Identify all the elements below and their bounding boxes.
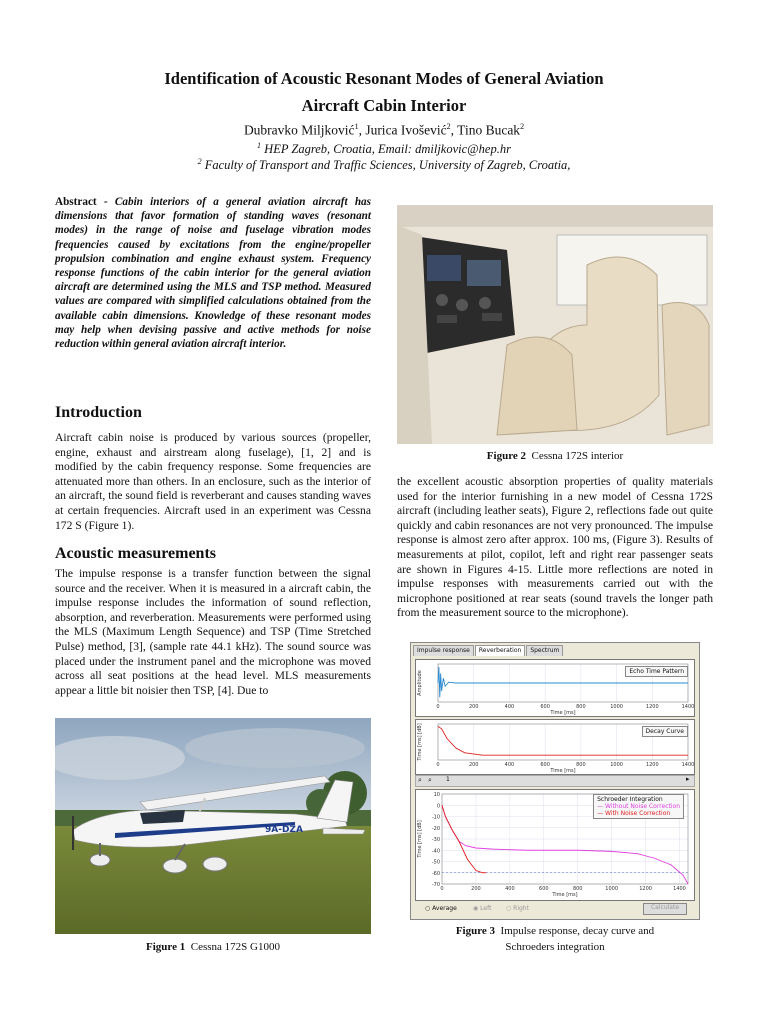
page-number[interactable]: 1 [446,776,450,783]
echo-time-title: Echo Time Pattern [625,666,688,677]
x-tick-label: 800 [576,704,586,710]
data-point [611,851,612,852]
data-point [654,858,655,859]
data-point [671,865,672,866]
acoustic-text: The impulse response is a transfer function between the signal source and the receiver. When it is measured in a aircraft cabin, the impulse response includes the information of sound reflection, absorption, and reverberation. Measurements were performed using the MLS (Maximum Length Sequence) and TSP (Time Stretched Pulse) method, [3], (sample rate 44.1 kHz). The sound source was placed under the instrument panel and the microphone was moved across all seat positions at the head level. MLS measurements appear a little bit noisier then TSP, [4]. Due to [55,567,371,697]
tab-impulse-response[interactable]: Impulse response [413,645,474,656]
y-axis-label: Amplitude [417,670,423,696]
data-point [456,683,457,684]
abstract-text: Cabin interiors of a general aviation aircraft has dimensions that favor formation of standing waves (resonant modes) in the range of noise and fuselage vibration modes frequencies caused by excitations from the engine/propeller propulsion combination and engine exhaust system. Frequency response functions of the cabin interior for the general aviation aircraft are determined using the MLS and TSP method. Measured values are compared with simplified calculations obtained from the available cabin dimensions. Knowledge of these resonant modes may help when devising passive and active methods for noise reduction within general aviation aircraft interior. [55,196,371,351]
aff-text: HEP Zagreb, Croatia, Email: dmiljkovic@hep.hr [264,142,511,157]
radio-label: Right [513,905,529,912]
data-point [442,805,443,806]
x-tick-label: 200 [468,704,479,710]
legend-item-without: — Without Noise Correction [597,803,680,810]
figure-1-photo [55,718,371,934]
data-point [482,872,483,873]
caption-text: Cessna 172S interior [531,450,624,462]
aircraft-illustration [55,718,371,934]
data-point [476,848,477,849]
figure-3-software-window [410,642,700,920]
legend-title: Schroeder Integration [597,796,663,803]
author-list [0,122,768,139]
echo-time-panel [415,659,695,717]
author-sep: , [358,122,366,138]
caption-label: Figure 3 [455,925,496,937]
data-point [476,870,477,871]
caption-text: Impulse response, decay curve and [500,925,655,937]
data-point [683,875,684,876]
y-tick-label: 0 [436,803,440,810]
tab-spectrum[interactable]: Spectrum [526,645,563,656]
radio-right[interactable]: ○ Right [506,905,529,912]
y-tick-label: -20 [431,825,440,832]
figure-2-caption [397,450,713,462]
author-sup: 2 [446,122,451,131]
data-point [527,850,528,851]
y-tick-label: -40 [431,848,440,855]
data-point [448,682,449,683]
y-axis-label: Time [ms] [dB] [417,723,423,761]
legend-label: With Noise Correction [605,810,671,817]
x-tick-label: 1400 [681,762,694,768]
caption-label: Figure 2 [486,450,527,462]
data-point [439,667,440,668]
x-tick-label: 1200 [639,886,652,892]
data-point [440,673,441,674]
abstract-label: Abstract - [55,196,115,208]
x-tick-label: 0 [436,762,440,768]
data-point [445,816,446,817]
data-point [452,830,453,831]
x-tick-label: 1200 [645,704,659,710]
aff-sup: 2 [197,157,202,166]
x-tick-label: 400 [505,886,515,892]
figure-1-caption [55,941,371,953]
decay-curve-panel [415,719,695,775]
author-name: Tino Bucak [457,122,521,138]
data-point [688,755,689,756]
y-axis-label: Time [ms] [dB] [417,820,423,858]
legend-label: Without Noise Correction [605,803,680,810]
abstract [55,195,371,351]
data-point [441,729,442,730]
zoom-out-icon[interactable]: ⌕ [428,776,432,784]
data-point [447,738,448,739]
data-point [467,859,468,860]
data-point [464,753,465,754]
x-tick-label: 1000 [610,704,623,710]
x-tick-label: 1400 [673,886,686,892]
aff-sup: 1 [257,141,262,150]
schroeder-panel [415,789,695,901]
x-tick-label: 1400 [681,704,694,710]
x-tick-label: 0 [440,886,444,892]
y-tick-label: -70 [431,882,440,888]
radio-label: Left [480,905,492,912]
caption-text: Cessna 172S G1000 [190,941,280,953]
author-sep: , [450,122,458,138]
y-tick-label: 10 [433,792,440,798]
paper-title-line1: Identification of Acoustic Resonant Modes of General Aviation [164,69,604,88]
author-name: Jurica Ivošević [365,122,447,138]
decay-curve-title: Decay Curve [642,726,688,737]
data-point [577,850,578,851]
data-point [482,755,483,756]
calculate-button[interactable]: Calculate [643,903,687,915]
author-sup: 2 [520,122,525,131]
intro-text: Aircraft cabin noise is produced by various sources (propeller, engine, exhaust and airstream along fuselage), [1, 2] and is modified by the cabin frequency response. Some frequencies are attenuated more than others. In an enclosure, such as the interior of an aircraft, the sound field is reverberant and causes standing waves at certain frequencies. Aircraft used in an experiment was Cessna 172 S (Figure 1). [55,431,371,532]
x-tick-label: 600 [540,704,550,710]
x-tick-label: 400 [504,762,515,768]
author-sup: 1 [354,122,359,131]
x-tick-label: 600 [540,762,550,768]
y-tick-label: -50 [431,859,440,866]
radio-average[interactable]: ○ Average [425,905,457,912]
tab-bar [413,645,564,656]
x-tick-label: 0 [436,704,440,710]
acoustic-heading: Acoustic measurements [55,545,217,562]
data-point [438,683,439,684]
data-point [688,884,689,885]
data-point [688,683,689,684]
x-tick-label: 1200 [645,762,659,768]
x-axis-label: Time [ms] [550,768,576,774]
data-point [456,748,457,749]
y-tick-label: -60 [431,870,440,877]
zoom-icon[interactable]: ⌕ [418,776,422,784]
scroll-right-icon[interactable]: ▸ [686,775,690,783]
y-tick-label: -10 [431,814,440,821]
affiliation-1 [0,141,768,157]
author-name: Dubravko Miljković [243,122,355,138]
data-point [441,691,442,692]
schroeder-legend [593,794,684,819]
affiliation-2 [0,157,768,173]
figure-3-caption-line2: Schroeders integration [505,941,605,953]
x-tick-label: 800 [576,762,586,768]
legend-item-with: — With Noise Correction [597,810,671,817]
plot-toolbar [415,775,695,787]
aff-text: Faculty of Transport and Traffic Sciences, University of Zagreb, Croatia, [204,158,571,173]
x-tick-label: 600 [539,886,549,892]
x-tick-label: 1000 [610,762,623,768]
radio-label: Average [432,905,457,912]
x-axis-label: Time [ms] [552,892,578,898]
caption-label: Figure 1 [146,941,186,953]
data-point [445,686,446,687]
data-point [637,853,638,854]
y-tick-label: -30 [431,837,440,843]
radio-left[interactable]: ◉ Left [473,905,492,912]
cabin-illustration [397,205,713,444]
intro-heading: Introduction [55,404,142,421]
x-tick-label: 1000 [605,886,619,892]
x-axis-label: Time [ms] [550,710,576,716]
data-point [459,841,460,842]
paper-title-line2: Aircraft Cabin Interior [301,96,467,115]
data-point [493,849,494,850]
registration-mark: 9A-DZA [265,825,303,835]
x-tick-label: 800 [572,886,583,892]
tab-reverberation[interactable]: Reverberation [475,645,525,656]
right-column-text: the excellent acoustic absorption properties of quality materials used for the interior furnishing in a new model of Cessna 172S aircraft (including leather seats), Figure 2, reflections fade out quite quickly and cabin resonances are not very pronounced. The impulse response is almost zero after approx. 100 ms, (Figure 3). Results of measurements at pilot, copilot, left and right rear passenger seats are shown in Figures 4-15. Little more reflections are noted in impulse responses with measurements carried out with the microphone positioned at rear seats (sound travels the longer path from the measurement source to the microphone). [397,475,713,620]
data-point [443,678,444,679]
data-point [465,845,466,846]
x-tick-label: 200 [471,886,481,892]
x-tick-label: 200 [468,762,479,768]
figure-3-caption [397,925,713,937]
data-point [438,726,439,727]
data-point [439,697,440,698]
figure-2-photo [397,205,713,444]
data-point [486,872,487,873]
x-tick-label: 400 [504,704,515,710]
